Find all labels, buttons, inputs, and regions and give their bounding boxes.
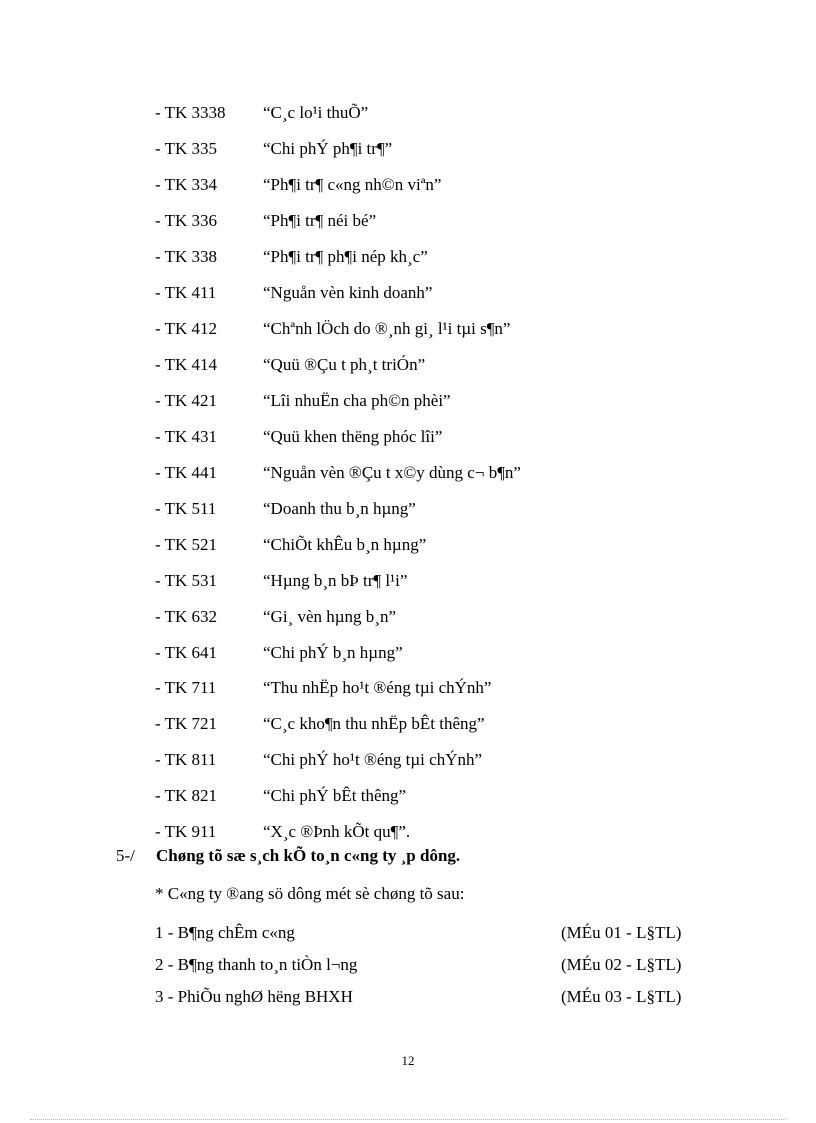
account-code: - TK 421 — [155, 390, 218, 410]
page-number: 12 — [401, 1053, 415, 1068]
list-item — [155, 131, 521, 167]
account-code: - TK 632 — [155, 606, 218, 626]
list-item — [155, 814, 521, 850]
page-divider — [30, 1119, 786, 1120]
list-item — [155, 634, 521, 670]
section-title: Chøng tõ sæ s¸ch kÕ to¸n c«ng ty ¸p dông. — [156, 846, 461, 865]
account-name: “Chi phÝ bÊt thêng” — [263, 786, 407, 806]
form-label: 2 - B¶ng thanh to¸n tiÒn l¬ng — [155, 955, 358, 974]
account-name: “Ph¶i tr¶ ph¶i nép kh¸c” — [263, 247, 428, 267]
list-item — [155, 598, 521, 634]
account-name: “Hµng b¸n bÞ tr¶ l¹i” — [263, 570, 408, 590]
list-item — [155, 490, 521, 526]
account-code: - TK 3338 — [155, 103, 226, 123]
account-code: - TK 721 — [155, 714, 218, 734]
list-item — [155, 239, 521, 275]
account-name: “Quü khen thëng phóc lîi” — [263, 426, 443, 446]
list-item — [155, 203, 521, 239]
account-name: “ChiÕt khÊu b¸n hµng” — [263, 534, 427, 554]
account-code: - TK 911 — [155, 822, 217, 842]
account-name: “C¸c lo¹i thuÕ” — [263, 103, 369, 123]
list-item — [155, 311, 521, 347]
list-item — [155, 981, 703, 1013]
list-item — [155, 562, 521, 598]
list-item — [155, 949, 703, 981]
account-code: - TK 414 — [155, 355, 218, 375]
account-code: - TK 431 — [155, 426, 218, 446]
account-code: - TK 711 — [155, 678, 217, 698]
account-name: “Lîi nhuËn cha ph©n phèi” — [263, 390, 451, 410]
form-reference: (MÉu 02 - L§TL) — [561, 955, 682, 974]
form-list — [155, 917, 703, 1013]
list-item — [155, 347, 521, 383]
account-list — [155, 95, 521, 850]
section-number: 5-/ — [116, 846, 135, 865]
account-name: “Chi phÝ b¸n hµng” — [263, 642, 403, 662]
account-name: “Doanh thu b¸n hµng” — [263, 498, 416, 518]
account-name: “Nguån vèn kinh doanh” — [263, 283, 433, 303]
list-item — [155, 383, 521, 419]
list-item — [155, 418, 521, 454]
form-label: 3 - PhiÕu nghØ hëng BHXH — [155, 987, 353, 1006]
account-code: - TK 821 — [155, 786, 218, 806]
list-item — [155, 95, 521, 131]
account-name: “Chi phÝ ph¶i tr¶” — [263, 139, 393, 159]
list-item — [155, 778, 521, 814]
list-item — [155, 275, 521, 311]
list-item — [155, 526, 521, 562]
list-item — [155, 706, 521, 742]
account-name: “Quü ®Çu t ph¸t triÓn” — [263, 355, 426, 375]
account-name: “Nguån vèn ®Çu t x©y dùng c¬ b¶n” — [263, 462, 521, 482]
list-item — [155, 167, 521, 203]
account-code: - TK 441 — [155, 462, 218, 482]
account-code: - TK 531 — [155, 570, 218, 590]
account-code: - TK 641 — [155, 642, 218, 662]
list-item — [155, 742, 521, 778]
account-name: “Ph¶i tr¶ néi bé” — [263, 211, 377, 231]
list-item — [155, 454, 521, 490]
account-name: “Ph¶i tr¶ c«ng nh©n viªn” — [263, 175, 442, 195]
account-code: - TK 411 — [155, 283, 217, 303]
list-item — [155, 917, 703, 949]
account-name: “Chi phÝ ho¹t ®éng tµi chÝnh” — [263, 750, 483, 770]
account-name: “C¸c kho¶n thu nhËp bÊt thêng” — [263, 714, 485, 734]
account-code: - TK 338 — [155, 247, 218, 267]
account-name: “X¸c ®Þnh kÕt qu¶”. — [263, 822, 411, 842]
form-label: 1 - B¶ng chÊm c«ng — [155, 923, 295, 942]
account-name: “Gi¸ vèn hµng b¸n” — [263, 606, 397, 626]
account-code: - TK 334 — [155, 175, 218, 195]
form-reference: (MÉu 01 - L§TL) — [561, 923, 682, 942]
form-reference: (MÉu 03 - L§TL) — [561, 987, 682, 1006]
list-item — [155, 670, 521, 706]
account-code: - TK 336 — [155, 211, 218, 231]
account-code: - TK 811 — [155, 750, 217, 770]
account-code: - TK 335 — [155, 139, 218, 159]
intro-text: * C«ng ty ®ang sö dông mét sè chøng tõ sau: — [155, 884, 465, 903]
account-code: - TK 511 — [155, 498, 217, 518]
account-code: - TK 412 — [155, 319, 218, 339]
account-name: “Thu nhËp ho¹t ®éng tµi chÝnh” — [263, 678, 492, 698]
account-name: “Chªnh lÖch do ®¸nh gi¸ l¹i tµi s¶n” — [263, 319, 511, 339]
account-code: - TK 521 — [155, 534, 218, 554]
